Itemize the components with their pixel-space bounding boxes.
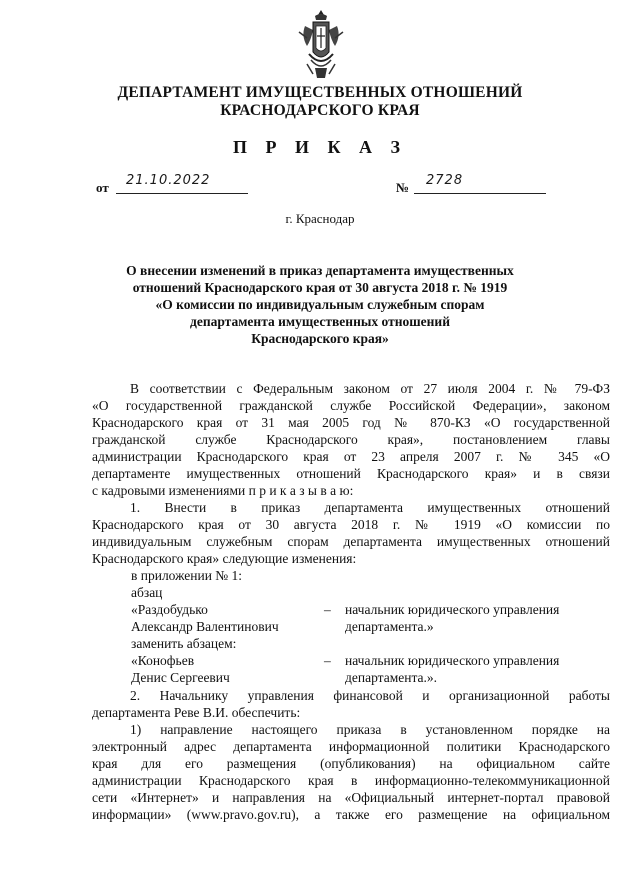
dash: – bbox=[324, 653, 331, 668]
number-underline bbox=[414, 192, 546, 194]
body-line: В соответствии с Федеральным законом от 27 июля 2004 г. № 79-ФЗ bbox=[130, 381, 610, 396]
number-handwritten: 2728 bbox=[426, 173, 464, 188]
body-line: Краснодарского края от 31 мая 2005 год № 870-КЗ «О государственной bbox=[92, 415, 610, 430]
body-line: гражданской службе Краснодарского края», постановлением главы bbox=[92, 432, 610, 447]
number-label: № bbox=[396, 180, 410, 195]
body-line: администрации Краснодарского края от 23 апреля 2007 г. № 345 «О bbox=[92, 449, 610, 464]
body-line: информации» (www.pravo.gov.ru), а также его размещение на официальном bbox=[92, 807, 610, 822]
subject-line: Краснодарского края» bbox=[251, 331, 389, 346]
body-line: индивидуальным служебным спорам департамента имущественных отношений bbox=[92, 534, 610, 549]
body-line: «О государственной гражданской службе Российской Федерации», законом bbox=[92, 398, 610, 413]
body-line: электронный адрес департамента информационной политики Краснодарского bbox=[92, 739, 610, 754]
body-line: 1. Внести в приказ департамента имущественных отношений bbox=[130, 500, 610, 515]
new-member-name-line2: Денис Сергеевич bbox=[131, 670, 230, 685]
body-line: администрации Краснодарского края в информационно-телекоммуникационной bbox=[92, 773, 610, 788]
body-line: 1) направление настоящего приказа в установленном порядке на bbox=[130, 722, 610, 737]
subject-line: О внесении изменений в приказ департамента имущественных bbox=[126, 263, 514, 278]
subject-line: «О комиссии по индивидуальным служебным спорам bbox=[155, 297, 485, 312]
subject-line: департамента имущественных отношений bbox=[190, 314, 450, 329]
date-handwritten: 21.10.2022 bbox=[126, 173, 211, 188]
new-member-position-line2: департамента.». bbox=[345, 670, 438, 685]
body-line: с кадровыми изменениями п р и к а з ы в а ю: bbox=[92, 483, 354, 498]
body-line: сети «Интернет» и направления на «Официальный интернет-портал правовой bbox=[92, 790, 610, 805]
body-line: департамента Реве В.И. обеспечить: bbox=[92, 705, 301, 720]
body-line: департаменте имущественных отношений Краснодарского края» и в связи bbox=[92, 466, 610, 481]
appendix-label: в приложении № 1: bbox=[131, 568, 243, 583]
body-line: края для его размещения (опубликования) на официальном сайте bbox=[92, 756, 610, 771]
body-line: Краснодарского края» следующие изменения: bbox=[92, 551, 357, 566]
body-line: 2. Начальнику управления финансовой и организационной работы bbox=[130, 688, 610, 703]
dash: – bbox=[324, 602, 331, 617]
new-member-position-line1: начальник юридического управления bbox=[345, 653, 560, 668]
city: г. Краснодар bbox=[285, 211, 355, 226]
department-name-line2: КРАСНОДАРСКОГО КРАЯ bbox=[220, 102, 420, 119]
replace-label: заменить абзацем: bbox=[131, 636, 237, 651]
coat-of-arms-emblem bbox=[297, 8, 345, 82]
order-subject bbox=[120, 262, 520, 347]
subject-line: отношений Краснодарского края от 30 августа 2018 г. № 1919 bbox=[132, 280, 508, 295]
old-member-position-line2: департамента.» bbox=[345, 619, 434, 634]
old-member-position-line1: начальник юридического управления bbox=[345, 602, 560, 617]
old-member-name-line2: Александр Валентинович bbox=[131, 619, 279, 634]
abzac-label: абзац bbox=[131, 585, 163, 600]
order-title: П Р И К А З bbox=[232, 137, 408, 157]
old-member-name-line1: «Раздобудько bbox=[131, 602, 208, 617]
department-name-line1: ДЕПАРТАМЕНТ ИМУЩЕСТВЕННЫХ ОТНОШЕНИЙ bbox=[117, 84, 523, 101]
date-underline bbox=[116, 192, 248, 194]
body-line: Краснодарского края от 30 августа 2018 г. № 1919 «О комиссии по bbox=[92, 517, 610, 532]
new-member-name-line1: «Конофьев bbox=[131, 653, 195, 668]
date-label: от bbox=[96, 180, 109, 195]
